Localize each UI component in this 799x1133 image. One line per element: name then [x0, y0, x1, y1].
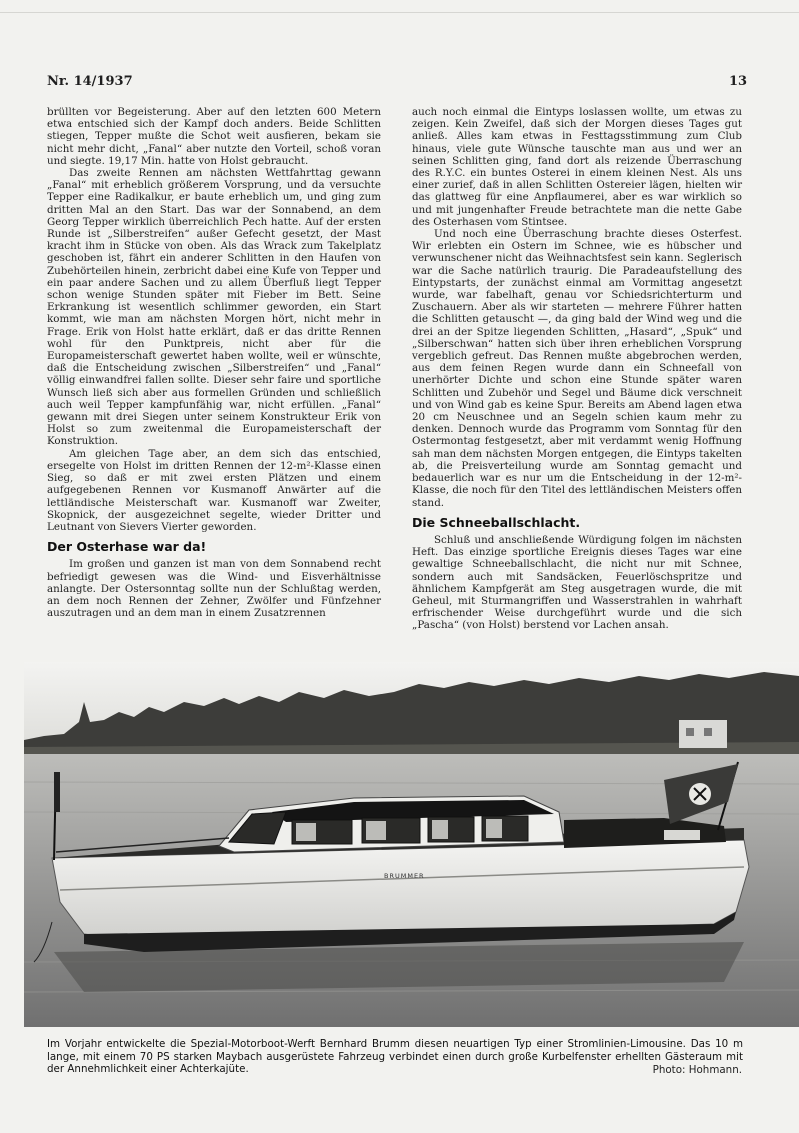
left-column — [47, 106, 381, 619]
paragraph: Und noch eine Überraschung brachte dieses Osterfest. Wir erlebten ein Ostern im Schnee, wie es hübscher und verwunschener nicht das Weihnachtsfest sein kann. Seglerisch war die Sache natürlich traurig. Die Paradeaufstellung des Eintypstarts, der zunächst einmal am Vormittag angesetzt wurde, war fabelhaft, genau vor Schiedsrichterturm und Zuschauern. Aber als wir starteten — mehrere Führer hatten die Schlitten getauscht —, da ging bald der Wind weg und die drei an der Spitze liegenden Schlitten, „Hasard“, „Spuk“ und „Silberschwan“ hatten sich über ihren erheblichen Vorsprung vergeblich gefreut. Das Rennen mußte abgebrochen werden, aus dem feinen Regen wurde dann ein Schneefall von unerhörter Dichte und schon eine Stunde später waren Schlitten und Zubehör und Segel und Bäume dick verschneit und von Wind gab es keine Spur. Bereits am Abend lagen etwa 20 cm Neuschnee und an Segeln schien kaum mehr zu denken. Dennoch wurde das Programm vom Sonntag für den Ostermontag festgesetzt, aber mit verdammt wenig Hoffnung sah man dem nächsten Morgen entgegen, die Eintyps takelten ab, die Preisverteilung wurde am Sonntag gemacht und bedauerlich war es nur um die Entscheidung in der 12-m²-Klasse, die noch für den Titel des lettländischen Meisters offen stand. — [412, 228, 742, 509]
boat-name: BRUMMER — [384, 872, 425, 880]
page-number: 13 — [729, 74, 748, 89]
photo-credit: Photo: Hohmann. — [652, 1064, 742, 1076]
section-heading: Die Schneeballschlacht. — [412, 514, 581, 530]
paragraph: Im großen und ganzen ist man von dem Sonnabend recht befriedigt gewesen was die Wind- und Eisverhältnisse anlangte. Der Ostersonntag sollte nun der Schlußtag werden, an dem noch Rennen der Zehner, Zwölfer und Fünfzehner auszutragen und an dem man in einem Zusatzrennen — [47, 558, 381, 620]
photo-caption: Im Vorjahr entwickelte die Spezial-Motorboot-Werft Bernhard Brumm diesen neuartigen Typ einer Stromlinien-Limousine. Das 10 m lange, mit einem 70 PS starken Maybach ausgerüstete Fahrzeug verbindet einen durch große Kurbelfenster erhellten Gästeraum mit der Annehmlichkeit einer Achterkajüte. — [47, 1038, 743, 1075]
motorboat-illustration — [24, 662, 799, 1027]
motorboat-photo — [24, 662, 799, 1027]
paragraph: Das zweite Rennen am nächsten Wettfahrttag gewann „Fanal“ mit erheblich größerem Vorsprung, und da versuchte Tepper eine Radikalkur, er baute erheblich um, und ging zum dritten Mal an den Start. Das war der Sonnabend, an dem Georg Tepper wirklich überreichlich Pech hatte. Auf der ersten Runde ist „Silberstreifen“ außer Gefecht gesetzt, der Mast kracht ihm in Stücke von oben. Als das Wrack zum Takelplatz geschoben ist, fährt ein anderer Schlitten in den Haufen von Zubehörteilen hinein, zerbricht dabei eine Kufe von Tepper und ein paar andere Sachen und zu allem Überfluß liegt Tepper schon wenige Stunden später mit Fieber im Bett. Seine Erkrankung ist wesentlich schlimmer geworden, ein Start kommt, wie man am nächsten Morgen hört, nicht mehr in Frage. Erik von Holst hatte erklärt, daß er das dritte Rennen wohl für den Punktpreis, nicht aber für die Europameisterschaft gewertet haben wollte, weil er wünschte, daß die Entscheidung zwischen „Silberstreifen“ und „Fanal“ völlig einwandfrei fallen sollte. Dieser sehr faire und sportliche Wunsch ließ sich aber aus formellen Gründen und schließlich auch weil Tepper kampfunfähig war, nicht erfüllen. „Fanal“ gewann mit drei Siegen unter seinem Konstrukteur Erik von Holst so zum zweitenmal die Europameisterschaft der Konstruktion. — [47, 167, 381, 448]
issue-number: Nr. 14/1937 — [47, 74, 133, 89]
paragraph: Schluß und anschließende Würdigung folgen im nächsten Heft. Das einzige sportliche Ereignis dieses Tages war eine gewaltige Schneeballschlacht, die nicht nur mit Schnee, sondern auch mit Sandsäcken, Feuerlöschspritze und ähnlichem Kampfgerät am Steg ausgetragen wurde, die mit Geheul, mit Sturmangriffen und Wasserstrahlen in wahrhaft erfrischender Weise durchgeführt wurde und die sich „Pascha“ (von Holst) berstend vor Lachen ansah. — [412, 533, 742, 632]
paragraph: brüllten vor Begeisterung. Aber auf den letzten 600 Metern etwa entschied sich der Kampf doch anders. Beide Schlitten stiegen, Tepper mußte die Schot weit ausfieren, bekam sie nicht mehr dicht, „Fanal“ aber nutzte den Vorteil, schoß voran und siegte. 19,17 Min. hatte von Holst gebraucht. — [47, 106, 381, 167]
top-rule — [0, 12, 799, 13]
section-heading: Der Osterhase war da! — [47, 539, 207, 555]
right-column — [412, 106, 742, 632]
paragraph: auch noch einmal die Eintyps loslassen wollte, um etwas zu zeigen. Kein Zweifel, daß sich der Morgen dieses Tages gut anließ. Alles kam etwas in Festtagsstimmung zum Club hinaus, viele gute Wünsche tauschte man aus und wer an seinen Schlitten ging, fand dort als reizende Überraschung des R.Y.C. ein buntes Osterei in einem kleinen Nest. Als uns einer zurief, daß in allen Schlitten Ostereier lägen, hielten wir das glattweg für eine Anpflaumerei, aber es war wirklich so und mit jungenhafter Freude betrachtete man die nette Gabe des Osterhasen vom Stintsee. — [412, 106, 742, 228]
paragraph: Am gleichen Tage aber, an dem sich das entschied, ersegelte von Holst im dritten Rennen der 12-m²-Klasse einen Sieg, so daß er mit zwei ersten Plätzen und einem aufgegebenen Rennen vor Kusmanoff Anwärter auf die lettländische Meisterschaft war. Kusmanoff war Zweiter, Skopnick, der ausgezeichnet segelte, wieder Dritter und Leutnant von Sievers Vierter geworden. — [47, 447, 381, 533]
